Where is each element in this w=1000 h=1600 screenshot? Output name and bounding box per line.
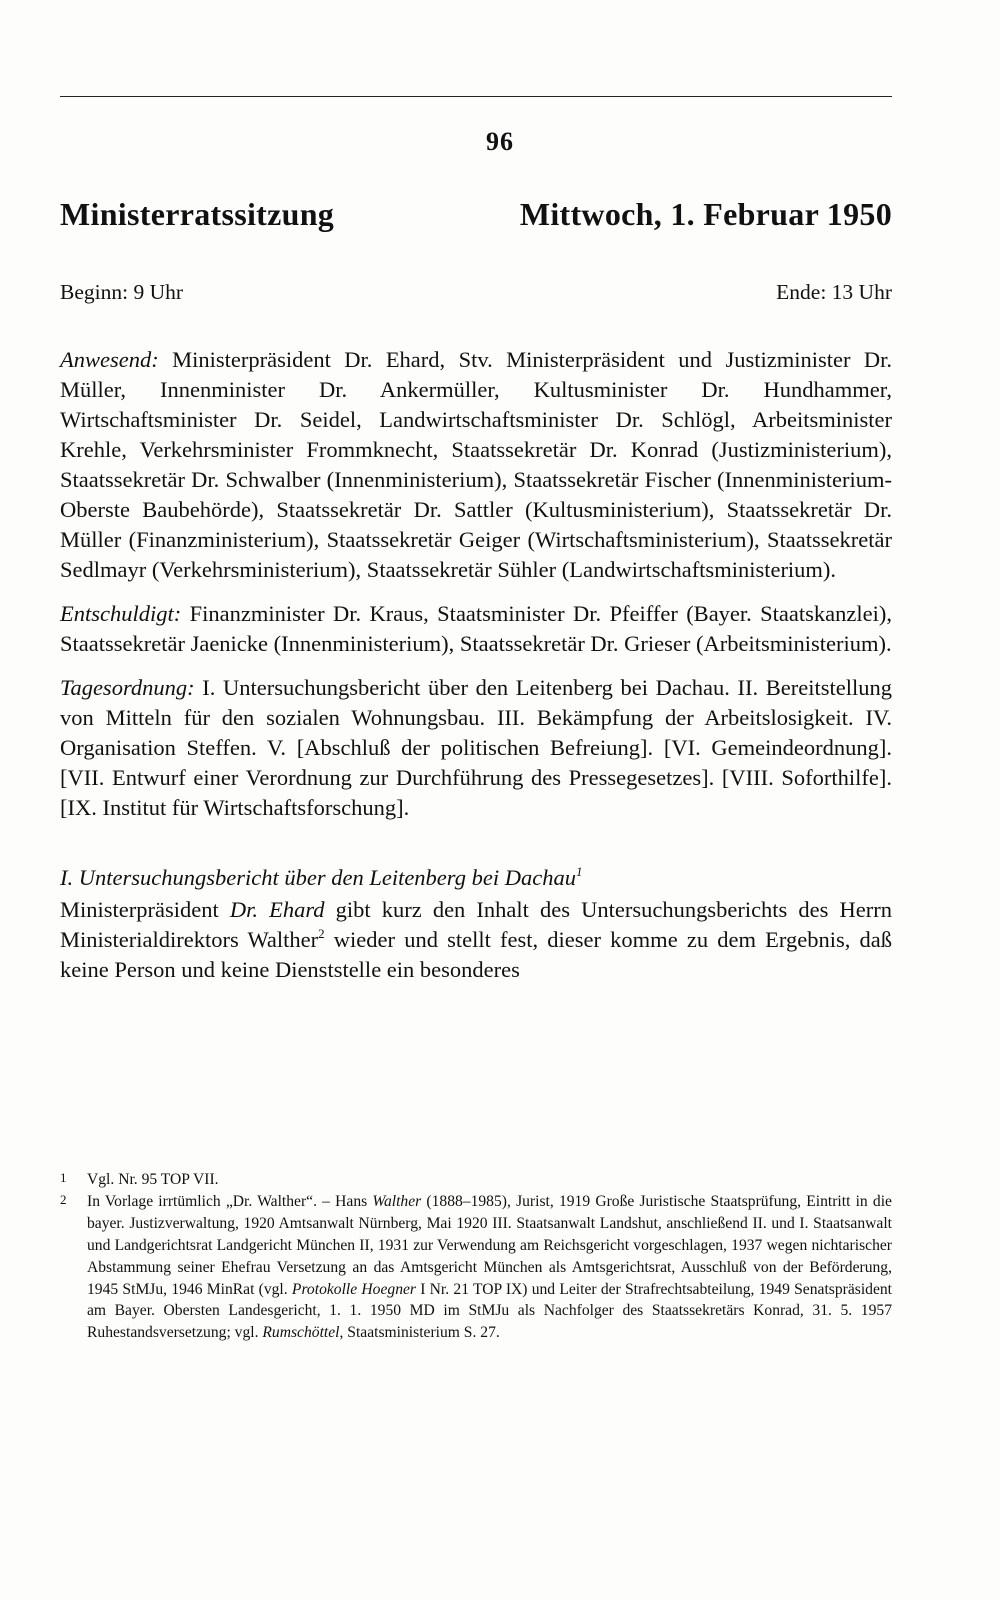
footnote-text: Vgl. Nr. 95 TOP VII. bbox=[87, 1171, 219, 1188]
footnote-italic-name: Walther bbox=[372, 1192, 422, 1210]
present-text: Ministerpräsident Dr. Ehard, Stv. Ministerpräsident und Justizminister Dr. Müller, Innenminister Dr. Ankermüller, Kultusminister Dr. Hundhammer, Wirtschaftsminister Dr. Seidel, Landwirtschaftsminister Dr. Schlögl, Arbeitsminister Krehle, Verkehrsminister Frommknecht, Staatssekretär Dr. Konrad (Justizministerium), Staatssekretär Dr. Schwalber (Innenministerium), Staatssekretär Fischer (Innenministerium-Oberste Baubehörde), Staatssekretär Dr. Sattler (Kultusministerium), Staatssekretär Dr. Müller (Finanzministerium), Staatssekretär Geiger (Wirtschaftsministerium), Staatssekretär Sedlmayr (Verkehrsministerium), Staatssekretär Sühler (Landwirtschaftsministerium). bbox=[60, 347, 892, 582]
footnote-ref-2: 2 bbox=[318, 926, 325, 941]
session-title: Ministerratssitzung bbox=[60, 196, 335, 232]
footnote-italic-source: Protokolle Hoegner bbox=[291, 1280, 416, 1298]
end-time: Ende: 13 Uhr bbox=[776, 280, 892, 304]
present-label: Anwesend: bbox=[60, 347, 159, 372]
footnote-text-part: In Vorlage irrtümlich „Dr. Walther“. – Hans bbox=[87, 1192, 373, 1210]
speaker-name: Dr. Ehard bbox=[229, 897, 325, 922]
agenda-text: I. Untersuchungsbericht über den Leitenberg bei Dachau. II. Bereitstellung von Mitteln für den sozialen Wohnungsbau. III. Bekämpfung der Arbeitslosigkeit. IV. Organisation Steffen. V. [Abschluß der politischen Befreiung]. [VI. Gemeindeordnung]. [VII. Entwurf einer Verordnung zur Durchführung des Pressegesetzes]. [VIII. Soforthilfe]. [IX. Institut für Wirtschaftsforschung]. bbox=[60, 675, 892, 820]
header-rule bbox=[60, 96, 892, 97]
section-paragraph bbox=[60, 895, 892, 985]
footnote-text-part: (1888–1985), Jurist, 1919 Große Juristische Staatsprüfung, Eintritt in die bayer. Justizverwaltung, 1920 Amtsanwalt Nürnberg, Mai 1920 III. Staatsanwalt Landshut, anschließend II. und I. Staatsanwalt und Landgerichtsrat Landgericht München II, 1931 zur Verwendung am Reichsgericht vorgeschlagen, 1937 wegen nichtarischer Abstammung seiner Ehefrau Versetzung an das Amtsgericht München als Amtsgerichtsrat, Ausschluß von der Beförderung, 1945 StMJu, 1946 MinRat (vgl. bbox=[87, 1192, 892, 1298]
footnote-text-part: I Nr. 21 TOP IX) und Leiter der Strafrechtsabteilung, 1949 Senatspräsident am Bayer. Obersten Landesgericht, 1. 1. 1950 MD im StMJu als Nachfolger des Staatssekretärs Konrad, 31. 5. 1957 Ruhestandsversetzung; vgl. bbox=[87, 1280, 892, 1342]
footnote-ref-1: 1 bbox=[575, 864, 583, 879]
section-title bbox=[60, 863, 892, 893]
section-text-middle: gibt kurz den Inhalt des Untersuchungsberichts des Herrn Ministerialdirektors Walther bbox=[60, 897, 892, 952]
footnotes bbox=[60, 1169, 892, 1344]
section-text-start: Ministerpräsident bbox=[60, 897, 230, 922]
footnote-number: 1 bbox=[60, 1170, 67, 1185]
begin-time: Beginn: 9 Uhr bbox=[60, 280, 184, 304]
footnote-2 bbox=[60, 1191, 892, 1344]
footnote-text bbox=[87, 1191, 892, 1344]
excused-label: Entschuldigt: bbox=[60, 601, 182, 626]
footnote-italic-author: Rumschöttel bbox=[262, 1324, 340, 1342]
section-title-text: I. Untersuchungsbericht über den Leitenberg bei Dachau bbox=[60, 865, 576, 890]
agenda-paragraph bbox=[60, 673, 892, 823]
footnote-number: 2 bbox=[60, 1191, 67, 1207]
footnote-text-part: , Staatsministerium S. 27. bbox=[339, 1324, 500, 1342]
attendance-excused-paragraph bbox=[60, 599, 892, 659]
session-heading bbox=[60, 196, 892, 233]
protocol-body bbox=[60, 345, 892, 985]
session-times bbox=[60, 280, 892, 305]
attendance-present-paragraph bbox=[60, 345, 892, 585]
excused-text: Finanzminister Dr. Kraus, Staatsminister Dr. Pfeiffer (Bayer. Staatskanzlei), Staatssekretär Jaenicke (Innenministerium), Staatssekretär Dr. Grieser (Arbeitsministerium). bbox=[60, 601, 892, 656]
document-number: 96 bbox=[486, 127, 514, 156]
session-date: Mittwoch, 1. Februar 1950 bbox=[519, 196, 892, 232]
footnote-1 bbox=[60, 1169, 892, 1191]
agenda-label: Tagesordnung: bbox=[60, 675, 195, 700]
section-text-end: wieder und stellt fest, dieser komme zu dem Ergebnis, daß keine Person und keine Dienststelle ein besonderes bbox=[60, 927, 892, 982]
